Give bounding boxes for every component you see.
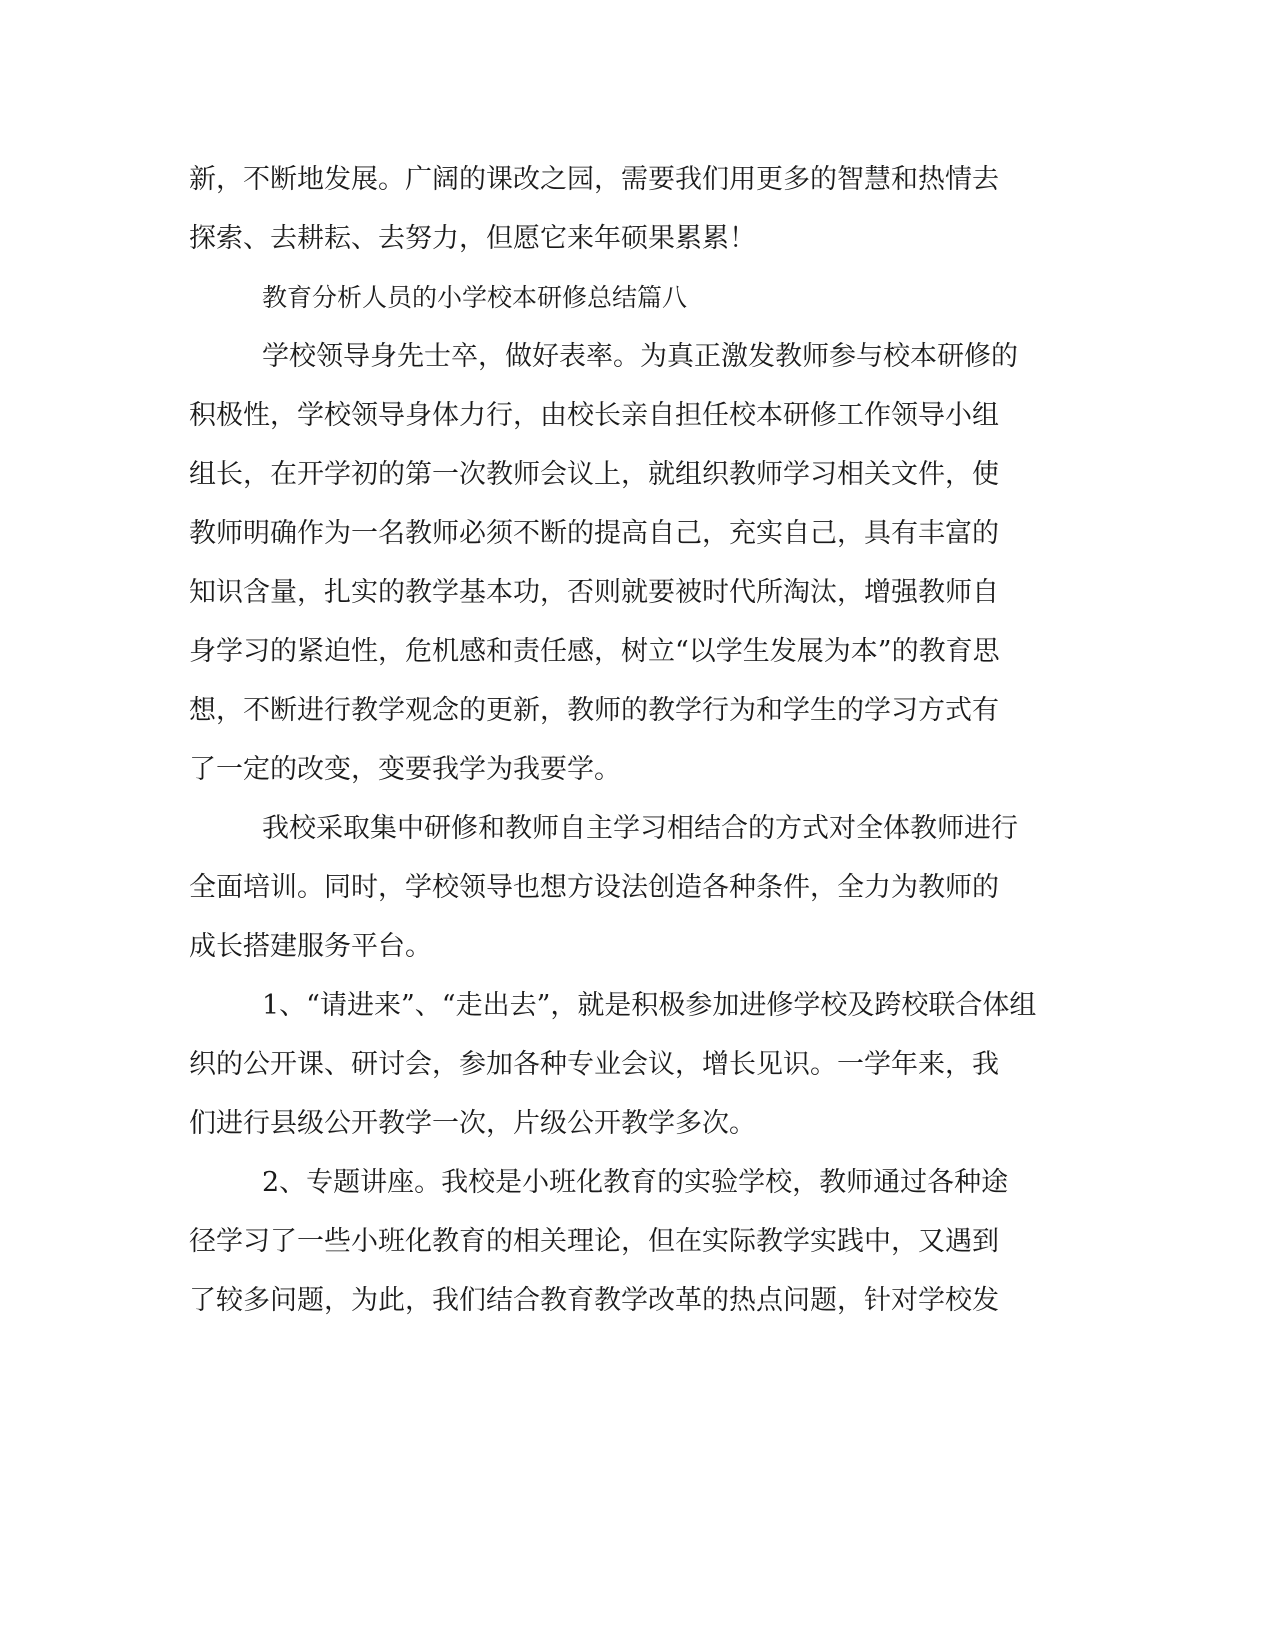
text-line: 径学习了一些小班化教育的相关理论，但在实际教学实践中，又遇到 — [189, 1226, 999, 1257]
text-line: 学校领导身先士卒，做好表率。为真正激发教师参与校本研修的 — [262, 341, 1018, 372]
text-line: 们进行县级公开教学一次，片级公开教学多次。 — [189, 1108, 756, 1139]
text-line: 了较多问题，为此，我们结合教育教学改革的热点问题，针对学校发 — [189, 1285, 999, 1316]
section-heading: 教育分析人员的小学校本研修总结篇八 — [262, 283, 688, 312]
text-line: 2、专题讲座。我校是小班化教育的实验学校，教师通过各种途 — [262, 1167, 1009, 1198]
text-line: 1、“请进来”、“走出去”，就是积极参加进修学校及跨校联合体组 — [262, 990, 1037, 1021]
text-line: 了一定的改变，变要我学为我要学。 — [189, 754, 621, 785]
text-line: 全面培训。同时，学校领导也想方设法创造各种条件，全力为教师的 — [189, 872, 999, 903]
text-line: 新，不断地发展。广阔的课改之园，需要我们用更多的智慧和热情去 — [189, 164, 999, 195]
text-line: 身学习的紧迫性，危机感和责任感，树立“以学生发展为本”的教育思 — [189, 636, 1000, 667]
text-line: 组长，在开学初的第一次教师会议上，就组织教师学习相关文件，使 — [189, 459, 999, 490]
text-line: 教师明确作为一名教师必须不断的提高自己，充实自己，具有丰富的 — [189, 518, 999, 549]
text-line: 积极性，学校领导身体力行，由校长亲自担任校本研修工作领导小组 — [189, 400, 999, 431]
text-line: 探索、去耕耘、去努力，但愿它来年硕果累累！ — [189, 223, 756, 254]
text-line: 想，不断进行教学观念的更新，教师的教学行为和学生的学习方式有 — [189, 695, 999, 726]
text-line: 知识含量，扎实的教学基本功，否则就要被时代所淘汰，增强教师自 — [189, 577, 999, 608]
text-line: 我校采取集中研修和教师自主学习相结合的方式对全体教师进行 — [262, 813, 1018, 844]
text-line: 织的公开课、研讨会，参加各种专业会议，增长见识。一学年来，我 — [189, 1049, 999, 1080]
text-line: 成长搭建服务平台。 — [189, 931, 432, 962]
